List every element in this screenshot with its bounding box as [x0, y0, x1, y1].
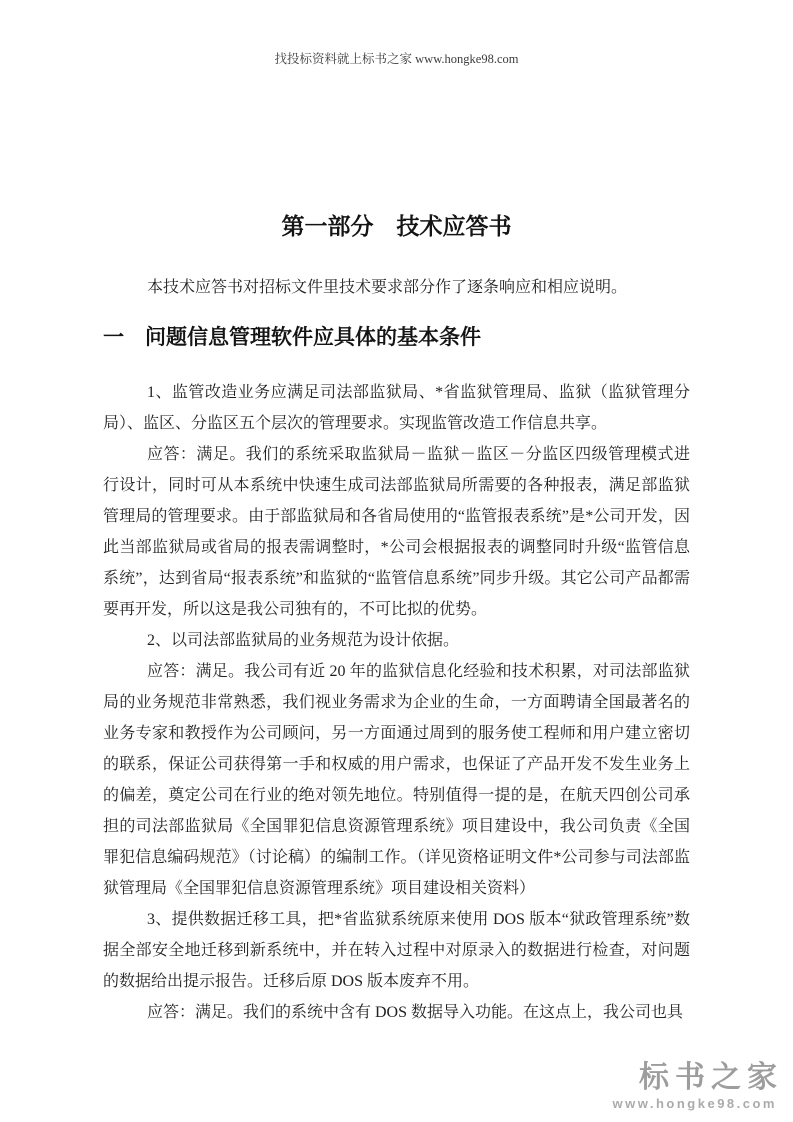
- body-paragraph: 应答：满足。我们的系统采取监狱局－监狱－监区－分监区四级管理模式进行设计，同时可从本系统中快速生成司法部监狱局所需要的各种报表，满足部监狱管理局的管理要求。由于部监狱局和各省局使用的“监管报表系统”是*公司开发，因此当部监狱局或省局的报表需调整时，*公司会根据报表的调整同时升级“监管信息系统”，达到省局“报表系统”和监狱的“监管信息系统”同步升级。其它公司产品都需要再开发，所以这是我公司独有的，不可比拟的优势。: [103, 446, 690, 618]
- body-paragraph: 3、提供数据迁移工具，把*省监狱系统原来使用 DOS 版本“狱政管理系统”数据全部安全地迁移到新系统中，并在转入过程中对原录入的数据进行检查，对问题的数据给出提示报告。迁移后原 DOS 版本废弃不用。: [103, 911, 690, 990]
- page-header: [0, 0, 793, 68]
- watermark-brand: 标书之家: [639, 1061, 783, 1094]
- body-paragraph: 1、监管改造业务应满足司法部监狱局、*省监狱管理局、监狱（监狱管理分局）、监区、分监区五个层次的管理要求。实现监管改造工作信息共享。: [103, 384, 690, 432]
- intro-paragraph: 本技术应答书对招标文件里技术要求部分作了逐条响应和相应说明。: [147, 279, 628, 296]
- header-text: 找投标资料就上标书之家 www.hongke98.com: [274, 52, 519, 66]
- body-paragraph: 应答：满足。我们的系统中含有 DOS 数据导入功能。在这点上，我公司也具: [147, 1004, 684, 1021]
- section-heading: 一 问题信息管理软件应具体的基本条件: [103, 325, 481, 349]
- watermark-url: www.hongke98.com: [612, 1096, 777, 1111]
- body-paragraph: 2、以司法部监狱局的业务规范为设计依据。: [147, 632, 460, 649]
- body-paragraph: 应答：满足。我公司有近 20 年的监狱信息化经验和技术积累，对司法部监狱局的业务规范非常熟悉，我们视业务需求为企业的生命，一方面聘请全国最著名的业务专家和教授作为公司顾问，另一方面通过周到的服务使工程师和用户建立密切的联系，保证公司获得第一手和权威的用户需求，也保证了产品开发不发生业务上的偏差，奠定公司在行业的绝对领先地位。特别值得一提的是，在航天四创公司承担的司法部监狱局《全国罪犯信息资源管理系统》项目建设中，我公司负责《全国罪犯信息编码规范》（讨论稿）的编制工作。（详见资格证明文件*公司参与司法部监狱管理局《全国罪犯信息资源管理系统》项目建设相关资料）: [103, 663, 690, 897]
- document-body: [103, 377, 690, 1028]
- watermark: [612, 1061, 783, 1114]
- document-title: 第一部分 技术应答书: [281, 214, 512, 239]
